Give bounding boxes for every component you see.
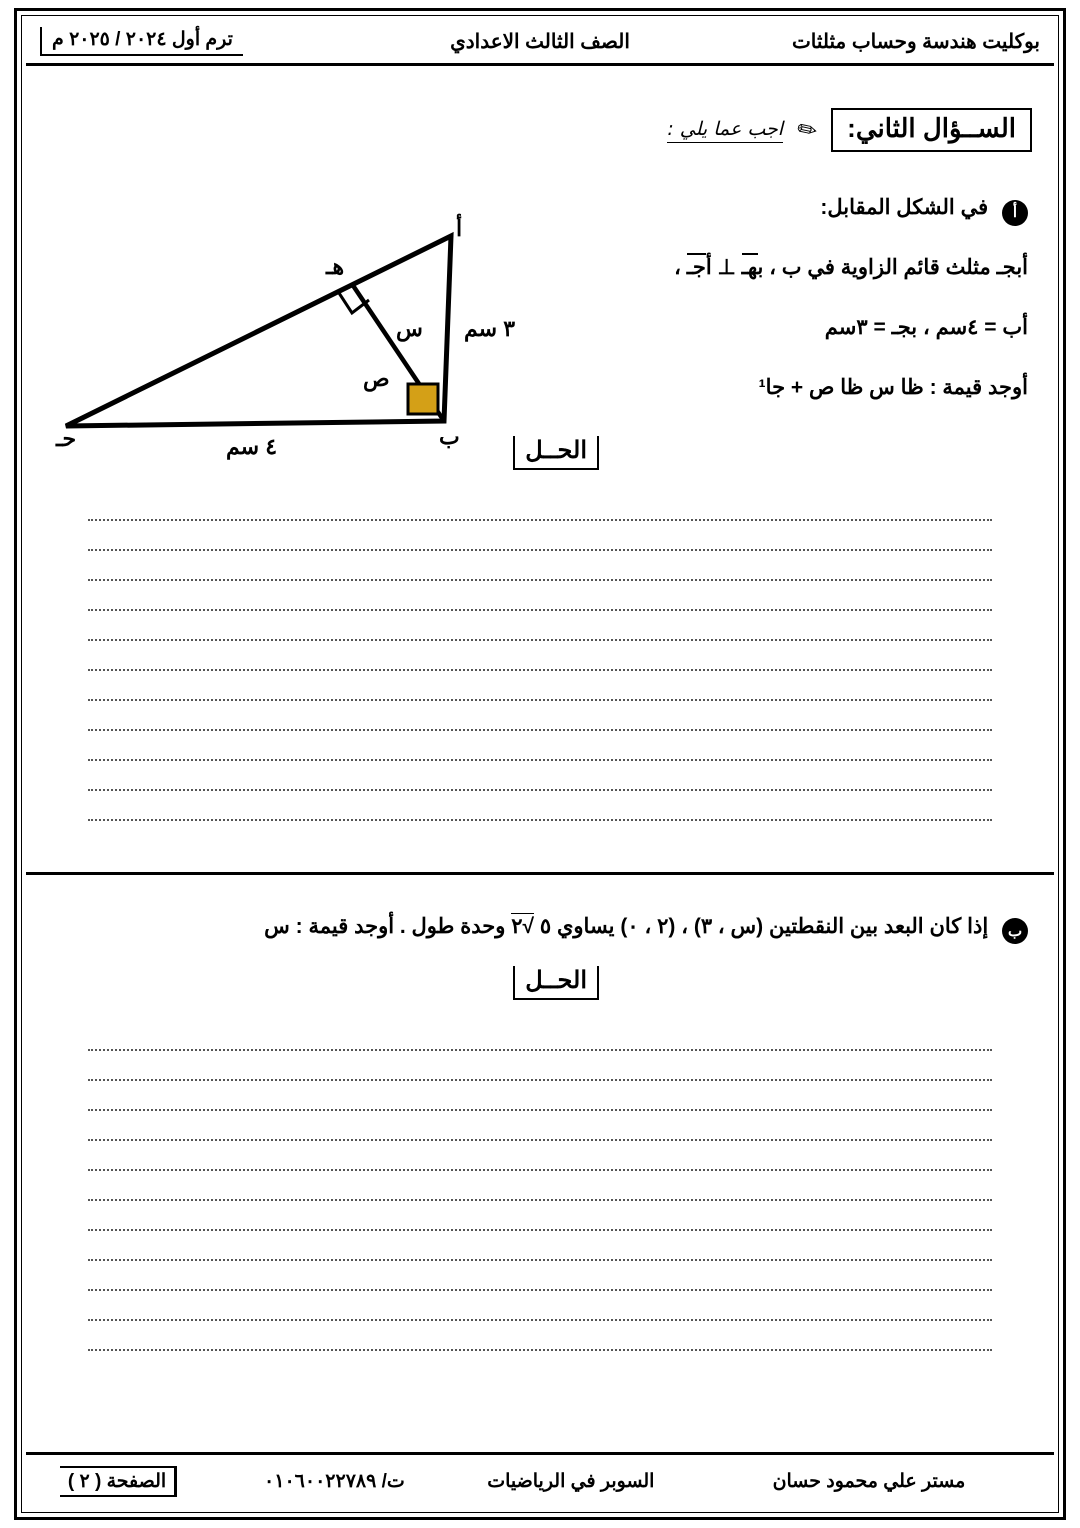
answer-line[interactable] bbox=[88, 1141, 992, 1171]
header-term bbox=[26, 27, 365, 56]
part-a-line-2-pre: أبجـ مثلث قائم الزاوية في ب ، ب bbox=[757, 256, 1028, 279]
answer-line[interactable] bbox=[88, 611, 992, 641]
pencil-icon: ✏ bbox=[794, 114, 820, 146]
segment-ac: جـ bbox=[687, 253, 706, 279]
footer-subject: السوبر في الرياضيات bbox=[487, 1471, 655, 1492]
solve-label-2: الحــل bbox=[513, 966, 599, 1000]
answer-line[interactable] bbox=[88, 551, 992, 581]
worksheet-page bbox=[14, 8, 1066, 1520]
answer-line[interactable] bbox=[88, 581, 992, 611]
answer-line[interactable] bbox=[88, 1291, 992, 1321]
figure-side-3: ٣ سم bbox=[464, 316, 516, 341]
answer-line[interactable] bbox=[88, 731, 992, 761]
part-a-line-2-mid: ⊥ أ bbox=[705, 256, 742, 279]
answer-line[interactable] bbox=[88, 521, 992, 551]
triangle-outline bbox=[66, 236, 451, 426]
solve-label-1: الحــل bbox=[513, 436, 599, 470]
answer-line[interactable] bbox=[88, 1261, 992, 1291]
triangle-figure bbox=[56, 176, 516, 466]
answer-line[interactable] bbox=[88, 761, 992, 791]
page-inner-border bbox=[21, 15, 1059, 1513]
segment-be: هـ bbox=[742, 253, 758, 279]
answer-line[interactable] bbox=[88, 1021, 992, 1051]
answer-line[interactable] bbox=[88, 701, 992, 731]
footer-phone: ت/ ٠١٠٦٠٠٢٢٧٨٩ bbox=[264, 1471, 405, 1492]
section-divider bbox=[26, 872, 1054, 875]
part-b-text-1: إذا كان البعد بين النقطتين (س ، ٣) ، (٢ ، ٠) يساوي ٥ bbox=[539, 915, 989, 938]
answer-line[interactable] bbox=[88, 1051, 992, 1081]
answer-lines-1[interactable] bbox=[26, 491, 1054, 821]
figure-label-angle-s: س bbox=[396, 316, 423, 341]
bullet-a-icon: أ bbox=[1002, 200, 1028, 226]
right-angle-mark-e bbox=[339, 293, 369, 313]
question-heading bbox=[667, 108, 1032, 152]
figure-label-e: هـ bbox=[326, 254, 345, 279]
answer-line[interactable] bbox=[88, 1171, 992, 1201]
figure-label-angle-sad: ص bbox=[363, 366, 390, 391]
footer-page-number-text: الصفحة ( ٢ ) bbox=[60, 1466, 177, 1497]
triangle-svg bbox=[56, 176, 516, 466]
footer-page-number bbox=[26, 1466, 211, 1497]
part-a-line-1 bbox=[498, 178, 1028, 238]
footer-teacher: مستر علي محمود حسان bbox=[772, 1471, 966, 1492]
figure-label-a: أ bbox=[456, 216, 463, 241]
page-content bbox=[26, 66, 1054, 1452]
answer-line[interactable] bbox=[88, 1111, 992, 1141]
answer-line[interactable] bbox=[88, 671, 992, 701]
answer-line[interactable] bbox=[88, 641, 992, 671]
bullet-b-icon: ب bbox=[1002, 918, 1028, 944]
answer-line[interactable] bbox=[88, 1231, 992, 1261]
figure-label-c: حـ bbox=[56, 426, 77, 451]
header-grade: الصف الثالث الاعدادي bbox=[450, 31, 630, 53]
part-b-statement bbox=[56, 911, 1028, 944]
part-a-line-4: أوجد قيمة : ظا س ظا ص + جا¹ bbox=[758, 376, 1028, 399]
header-booklet-title: بوكليت هندسة وحساب مثلثات bbox=[791, 31, 1040, 53]
question-instruction: اجب عما يلي : bbox=[667, 118, 783, 143]
header-term-text: ترم أول ٢٠٢٤ / ٢٠٢٥ م bbox=[40, 27, 243, 56]
part-a-statement bbox=[498, 178, 1028, 418]
answer-line[interactable] bbox=[88, 1201, 992, 1231]
sqrt-bar bbox=[511, 913, 534, 914]
answer-line[interactable] bbox=[88, 791, 992, 821]
part-b-text-2: وحدة طول . أوجد قيمة : س bbox=[264, 915, 506, 938]
part-a-line-2-post: ، bbox=[674, 256, 687, 279]
figure-side-4: ٤ سم bbox=[226, 434, 278, 459]
figure-label-b: ب bbox=[439, 424, 460, 449]
page-header bbox=[26, 20, 1054, 66]
part-a-line-1-text: في الشكل المقابل: bbox=[820, 196, 989, 219]
answer-line[interactable] bbox=[88, 1081, 992, 1111]
sqrt-symbol: √٢ bbox=[511, 911, 534, 939]
answer-lines-2[interactable] bbox=[26, 1021, 1054, 1351]
page-footer bbox=[26, 1452, 1054, 1508]
sqrt-radicand: ٢ bbox=[511, 915, 523, 938]
part-a-line-3: أب = ٤سم ، بجـ = ٣سم bbox=[824, 316, 1028, 339]
part-a-line-2 bbox=[498, 238, 1028, 298]
question-title: الســؤال الثاني: bbox=[831, 108, 1032, 152]
right-angle-mark-b bbox=[408, 384, 438, 414]
answer-line[interactable] bbox=[88, 491, 992, 521]
answer-line[interactable] bbox=[88, 1321, 992, 1351]
